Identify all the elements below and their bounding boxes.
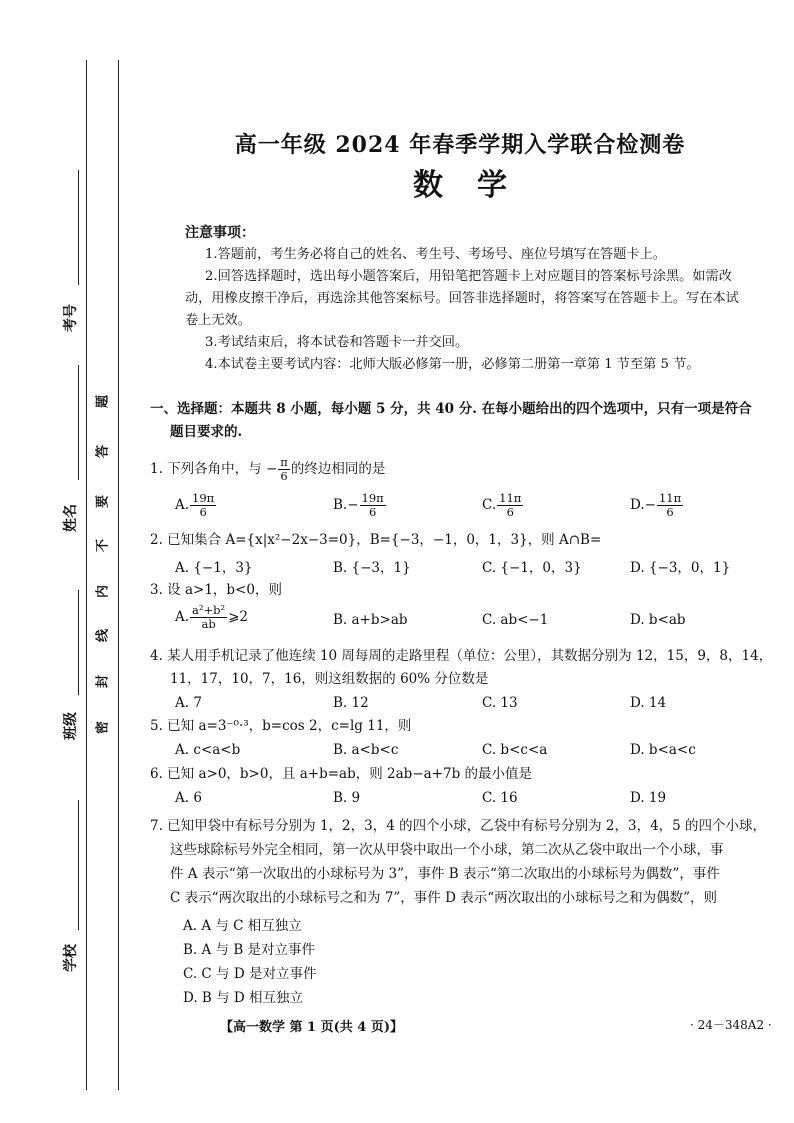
question-4-stem-line2: 11，17，10，7，16，则这组数据的 60% 分位数是 xyxy=(170,671,489,687)
question-2-option-c: C. {−1，0，3} xyxy=(482,560,582,576)
page-footer: 【高一数学 第 1 页(共 4 页)】 xyxy=(220,1020,404,1035)
fraction: $\frac{\pi}{6}$ xyxy=(280,455,288,483)
question-7-stem-line4: C 表示“两次取出的小球标号之和为 7”，事件 D 表示“两次取出的小球标号之和为偶数”，则 xyxy=(170,890,718,906)
question-5-option-d: D. b<a<c xyxy=(630,742,696,758)
question-1-option-a: A. $\frac{19\pi}{6}$ xyxy=(175,491,215,519)
question-4-option-d: D. 14 xyxy=(630,695,667,711)
question-5-option-c: C. b<c<a xyxy=(482,742,548,758)
question-2-option-d: D. {−3，0，1} xyxy=(630,560,731,576)
seal-char: 封 xyxy=(95,675,111,689)
seal-char: 不 xyxy=(95,539,111,553)
question-2-stem: 2. 已知集合 A={x|x²−2x−3=0}，B={−3，−1，0，1，3}，则 A∩B= xyxy=(150,532,602,548)
question-1-option-d: D.− $\frac{11\pi}{6}$ xyxy=(630,491,682,519)
question-2-option-b: B. {−3，1} xyxy=(333,560,411,576)
question-7-stem-line2: 这些球除标号外完全相同，第一次从甲袋中取出一个小球，第二次从乙袋中取出一个小球，事 xyxy=(170,842,724,858)
school-blank xyxy=(78,800,79,930)
class-label: 班级 xyxy=(63,712,79,740)
question-4-option-a: A. 7 xyxy=(175,695,202,711)
question-1-stem: 1. 下列各角中，与 − $\frac{\pi}{6}$ 的终边相同的是 xyxy=(150,455,386,483)
binding-line-left xyxy=(86,60,87,1090)
class-blank xyxy=(78,590,79,695)
question-6-option-b: B. 9 xyxy=(333,790,361,806)
question-5-option-a: A. c<a<b xyxy=(175,742,241,758)
seal-char: 要 xyxy=(95,495,111,509)
notice-item: 1.答题前，考生务必将自己的姓名、考生号、考场号、座位号填写在答题卡上。 xyxy=(205,247,666,262)
seal-char: 答 xyxy=(95,445,111,459)
section-heading-line2: 题目要求的. xyxy=(170,424,243,440)
question-7-option-d: D. B 与 D 相互独立 xyxy=(183,990,304,1006)
question-6-option-c: C. 16 xyxy=(482,790,518,806)
exam-no-blank xyxy=(78,170,79,285)
question-4-stem-line1: 4. 某人用手机记录了他连续 10 周每周的走路里程（单位：公里），其数据分别为 12，15，9，8，14， xyxy=(150,648,773,664)
question-7-option-a: A. A 与 C 相互独立 xyxy=(183,918,302,934)
exam-title: 高一年级 2024 年春季学期入学联合检测卷 xyxy=(234,132,686,158)
seal-char: 线 xyxy=(95,629,111,643)
school-label: 学校 xyxy=(63,944,79,972)
question-7-option-c: C. C 与 D 是对立事件 xyxy=(183,966,317,982)
binding-line-right xyxy=(118,60,119,1090)
name-label: 姓名 xyxy=(63,504,79,532)
question-6-option-a: A. 6 xyxy=(175,790,202,806)
question-6-option-d: D. 19 xyxy=(630,790,667,806)
section-heading xyxy=(150,398,770,444)
question-5-stem: 5. 已知 a=3⁻⁰·³，b=cos 2，c=lg 11，则 xyxy=(150,718,412,734)
question-7-option-b: B. A 与 B 是对立事件 xyxy=(183,942,316,958)
seal-char: 题 xyxy=(95,395,111,409)
question-7-stem-line3: 件 A 表示“第一次取出的小球标号为 3”，事件 B 表示“第二次取出的小球标号为偶数”，事件 xyxy=(170,866,720,882)
notice-item: 3.考试结束后，将本试卷和答题卡一并交回。 xyxy=(205,335,469,350)
exam-subject: 数学 xyxy=(413,168,541,203)
paper-code: · 24－348A2 · xyxy=(690,1018,772,1032)
question-2-option-a: A. {−1，3} xyxy=(175,560,253,576)
question-4-option-b: B. 12 xyxy=(333,695,369,711)
question-7-stem-line1: 7. 已知甲袋中有标号分别为 1，2，3，4 的四个小球，乙袋中有标号分别为 2，3，4，5 的四个小球， xyxy=(150,818,767,834)
question-3-option-b: B. a+b>ab xyxy=(333,612,408,628)
section-heading-line1: 一、选择题：本题共 8 小题，每小题 5 分，共 40 分. 在每小题给出的四个选项中，只有一项是符合 xyxy=(150,401,752,417)
notice-item: 2.回答选择题时，选出每小题答案后，用铅笔把答题卡上对应题目的答案标号涂黑。如需改动，用橡皮擦干净后，再选涂其他答案标号。回答非选择题时，将答案写在答题卡上。写在本试卷上无效。 xyxy=(185,269,739,328)
exam-no-label: 考号 xyxy=(63,304,79,332)
question-3-option-a: A. $\frac{\text{a²+b²}}{ab}$ ⩾2 xyxy=(175,603,249,631)
question-5-option-b: B. a<b<c xyxy=(333,742,399,758)
question-3-option-c: C. ab<−1 xyxy=(482,612,549,628)
notice-heading: 注意事项： xyxy=(185,225,255,241)
question-1-option-b: B.− $\frac{19\pi}{6}$ xyxy=(333,491,384,519)
seal-char: 密 xyxy=(95,721,111,735)
question-3-stem: 3. 设 a>1，b<0，则 xyxy=(150,582,282,598)
question-6-stem: 6. 已知 a>0，b>0，且 a+b=ab，则 2ab−a+7b 的最小值是 xyxy=(150,766,533,782)
question-1-option-c: C. $\frac{11\pi}{6}$ xyxy=(482,491,522,519)
seal-char: 内 xyxy=(95,585,111,599)
name-blank xyxy=(78,365,79,480)
question-4-option-c: C. 13 xyxy=(482,695,518,711)
notice-item: 4.本试卷主要考试内容：北师大版必修第一册，必修第二册第一章第 1 节至第 5 节。 xyxy=(205,357,700,372)
question-3-option-d: D. b<ab xyxy=(630,612,686,628)
